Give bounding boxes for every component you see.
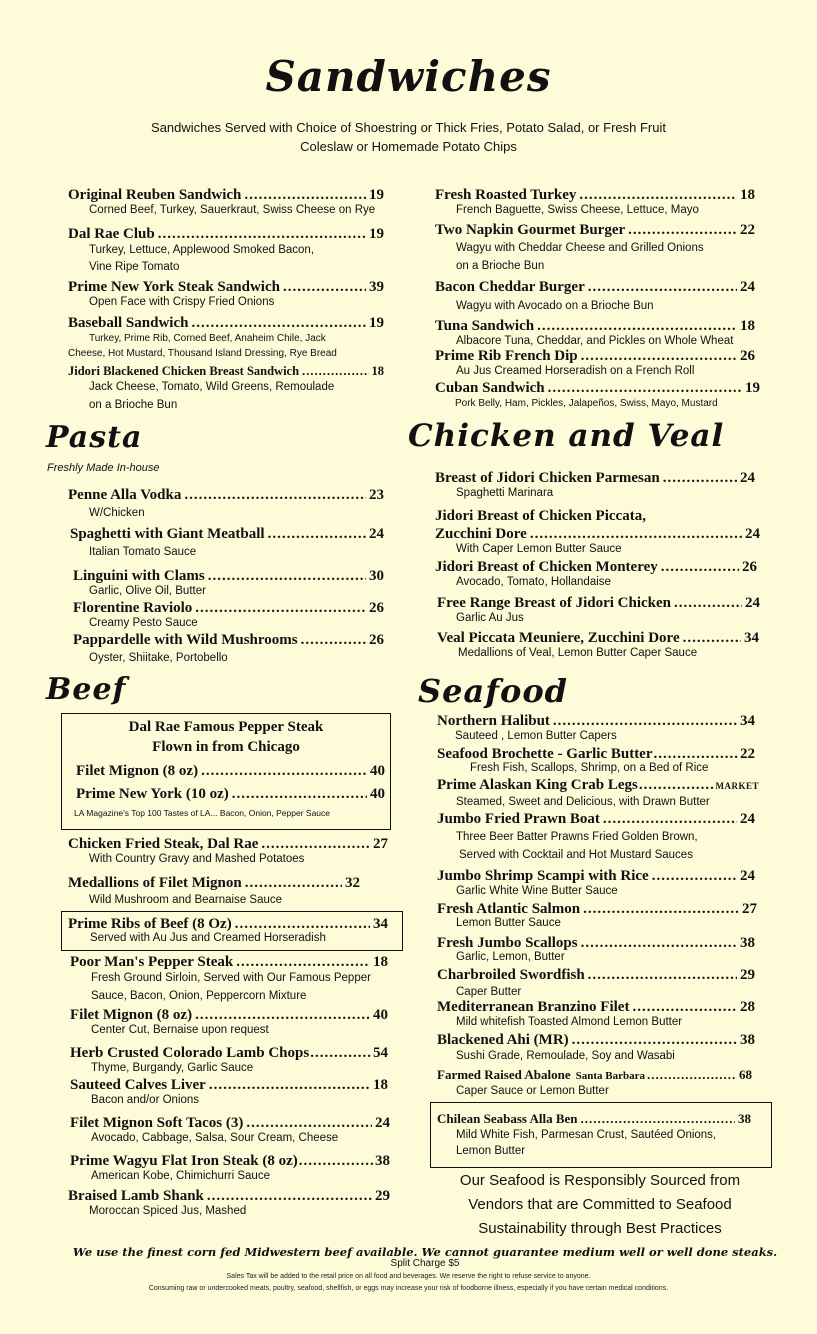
item-desc: Sauteed , Lemon Butter Capers [455,730,617,742]
item-desc: Cheese, Hot Mustard, Thousand Island Dressing, Rye Bread [68,348,337,359]
item-price: 18 [373,954,388,970]
chicken-veal-heading: Chicken and Veal [408,418,725,454]
seabass-box [430,1102,772,1168]
item-price: 34 [740,713,755,729]
item-price: 68 [739,1067,752,1082]
item-price: MARKET [715,781,759,791]
menu-item [437,1032,755,1063]
item-name: Two Napkin Gourmet Burger [435,222,626,238]
menu-item [435,470,755,499]
item-price: 18 [740,187,755,203]
item-name: Dal Rae Club [68,226,155,242]
menu-item [68,836,388,865]
menu-item [435,348,755,377]
item-desc: Caper Sauce or Lemon Butter [456,1085,609,1097]
item-desc: Albacore Tuna, Cheddar, and Pickles on Whole Wheat [456,335,734,347]
item-desc: Caper Butter [456,986,522,998]
item-desc: With Caper Lemon Butter Sauce [456,543,622,555]
item-desc: Fresh Fish, Scallops, Shrimp, on a Bed of Rice [470,762,709,774]
beef-heading: Beef [46,672,127,707]
item-desc: Bacon and/or Onions [91,1094,200,1106]
item-desc: on a Brioche Bun [89,399,178,411]
menu-item [435,318,755,347]
seafood-heading: Seafood [418,672,569,710]
item-desc: Served with Cocktail and Hot Mustard Sauces [459,849,693,861]
box-note: LA Magazine's Top 100 Tastes of LA... Bacon, Onion, Pepper Sauce [74,808,331,818]
item-name: Jumbo Shrimp Scampi with Rice [437,868,649,884]
item-price: 26 [742,559,757,575]
item-name: Penne Alla Vodka [68,487,182,503]
item-name: Filet Mignon (8 oz) [76,763,199,779]
prime-ribs-box [61,911,403,951]
item-desc: Italian Tomato Sauce [89,546,197,558]
item-name: Veal Piccata Meuniere, Zucchini Dore [437,630,680,646]
item-name: Linguini with Clams [73,568,205,584]
item-price: 27 [742,901,757,917]
item-name: Florentine Raviolo [73,600,193,616]
menu-item [437,746,755,773]
item-price: 26 [740,348,755,364]
item-name: Original Reuben Sandwich [68,187,242,203]
menu-item [70,1115,390,1144]
beef-disclaimer: We use the finest corn fed Midwestern beef available. We cannot guarantee medium well or well done steaks. [72,1245,778,1259]
item-desc: American Kobe, Chimichurri Sauce [91,1170,270,1182]
item-name: Free Range Breast of Jidori Chicken [437,595,672,611]
item-name: Sauteed Calves Liver [70,1077,206,1093]
item-name: Braised Lamb Shank [68,1188,204,1204]
menu-item [435,187,755,216]
item-price: 22 [740,746,755,762]
item-name: Tuna Sandwich [435,318,535,334]
item-name: Jidori Blackened Chicken Breast Sandwich [68,364,300,378]
menu-item [435,559,757,588]
item-price: 54 [373,1045,388,1061]
item-name: Spaghetti with Giant Meatball [70,526,265,542]
item-name: Medallions of Filet Mignon [68,875,242,891]
item-desc: Turkey, Lettuce, Applewood Smoked Bacon, [89,244,315,256]
box-title: Dal Rae Famous Pepper Steak [128,719,324,735]
item-desc: Served with Au Jus and Creamed Horseradish [90,932,326,944]
menu-item [437,630,759,659]
item-desc: Jack Cheese, Tomato, Wild Greens, Remoulade [89,381,335,393]
item-desc: Three Beer Batter Prawns Fried Golden Brown, [456,831,698,843]
item-name: Prime New York Steak Sandwich [68,279,280,295]
item-desc: Moroccan Spiced Jus, Mashed [89,1205,247,1217]
menu-item [435,279,755,316]
item-name: Seafood Brochette - Garlic Butter [437,746,653,762]
item-name: Pappardelle with Wild Mushrooms [73,632,298,648]
menu-item [70,1077,388,1106]
item-price: 24 [740,811,755,827]
item-price: 27 [373,836,388,852]
item-name-pre: Jidori Breast of Chicken Piccata, [435,508,646,524]
item-price: 32 [345,875,360,891]
menu-item [437,999,755,1028]
item-price: 38 [740,935,755,951]
item-price: 24 [740,470,755,486]
tax-notice: Sales Tax will be added to the retail price on all food and beverages. We reserve the right to refuse service to anyone. [226,1273,591,1280]
split-charge: Split Charge $5 [390,1258,460,1269]
item-name: Prime Ribs of Beef (8 Oz) [68,916,232,932]
item-price: 26 [369,600,384,616]
menu-item [73,600,384,630]
item-price: 29 [375,1188,390,1204]
menu-item [68,1188,390,1217]
sandwiches-intro-1: Sandwiches Served with Choice of Shoestring or Thick Fries, Potato Salad, or Fresh Fruit [151,120,666,135]
item-price: 18 [371,364,384,378]
item-desc: Avocado, Cabbage, Salsa, Sour Cream, Cheese [91,1132,339,1144]
note-line: Sustainability through Best Practices [478,1220,722,1237]
menu-item [70,1153,390,1182]
item-name: Jidori Breast of Chicken Monterey [435,559,658,575]
item-name: Blackened Ahi (MR) [437,1032,569,1048]
item-desc: Center Cut, Bernaise upon request [91,1024,269,1036]
item-price: 19 [369,187,384,203]
item-desc: Lemon Butter Sauce [456,917,561,929]
item-price: 23 [369,487,384,503]
menu-item [435,380,760,411]
item-desc: Garlic Au Jus [456,612,524,624]
pepper-steak-box [61,713,391,830]
item-desc: Pork Belly, Ham, Pickles, Jalapeños, Swiss, Mayo, Mustard [455,398,718,409]
item-desc: Open Face with Crispy Fried Onions [89,296,275,308]
item-desc: Au Jus Creamed Horseradish on a French Roll [456,365,695,377]
menu-item [73,568,384,598]
item-price: 24 [745,526,760,542]
item-name: Fresh Atlantic Salmon [437,901,581,917]
item-price: 40 [370,763,385,779]
item-desc: Avocado, Tomato, Hollandaise [456,576,611,588]
item-price: 34 [373,916,388,932]
item-name: Filet Mignon Soft Tacos (3) [70,1115,244,1131]
item-price: 38 [738,1111,751,1126]
item-name: Jumbo Fried Prawn Boat [437,811,600,827]
item-price: 24 [740,868,755,884]
menu-item [435,506,760,555]
box-subtitle: Flown in from Chicago [152,739,300,755]
item-price: 24 [745,595,760,611]
menu-item [73,632,384,667]
menu-item [70,954,388,1007]
menu-item [70,526,384,561]
item-desc: Mild White Fish, Parmesan Crust, Sautéed Onions, [456,1129,717,1141]
item-desc: Garlic, Olive Oil, Butter [89,585,206,597]
item-name: Farmed Raised Abalone [437,1067,571,1082]
item-desc: French Baguette, Swiss Cheese, Lettuce, Mayo [456,204,699,216]
item-price: 24 [369,526,384,542]
sandwiches-heading: Sandwiches [265,52,552,101]
item-price: 24 [375,1115,390,1131]
health-warning: Consuming raw or undercooked meats, poultry, seafood, shellfish, or eggs may increase your risk of foodborne illness, especially if you have certain medical conditions. [148,1285,669,1292]
item-desc: Lemon Butter [456,1145,526,1157]
item-desc: Creamy Pesto Sauce [89,617,198,629]
item-desc: Oyster, Shiitake, Portobello [89,652,228,664]
item-price: 38 [740,1032,755,1048]
item-desc: Fresh Ground Sirloin, Served with Our Famous Pepper [91,972,371,984]
item-price: 19 [369,226,384,242]
item-price: 28 [740,999,755,1015]
item-name: Cuban Sandwich [435,380,545,396]
item-name: Fresh Jumbo Scallops [437,935,578,951]
item-desc: Sauce, Bacon, Onion, Peppercorn Mixture [91,990,307,1002]
item-price: 40 [373,1007,388,1023]
item-name: Filet Mignon (8 oz) [70,1007,193,1023]
menu-item [70,1045,388,1074]
menu-item [68,875,360,908]
menu-item [437,935,755,962]
item-desc: Wagyu with Avocado on a Brioche Bun [456,300,654,312]
note-line: Vendors that are Committed to Seafood [468,1196,732,1213]
menu-item [437,868,755,897]
pasta-subtitle: Freshly Made In-house [47,462,160,474]
item-name: Fresh Roasted Turkey [435,187,577,203]
item-name: Bacon Cheddar Burger [435,279,585,295]
menu-item [68,279,384,308]
item-price: 34 [744,630,759,646]
item-price: 30 [369,568,384,584]
item-name: Poor Man's Pepper Steak [70,954,234,970]
item-name: Mediterranean Branzino Filet [437,999,630,1015]
menu-item [68,187,384,216]
item-price: 40 [370,786,385,802]
menu-item [437,1066,752,1097]
item-desc: Medallions of Veal, Lemon Butter Caper Sauce [458,647,698,659]
menu-item [437,595,760,624]
menu-item [70,1007,388,1036]
item-desc: Mild whitefish Toasted Almond Lemon Butter [456,1016,683,1028]
menu-item [68,226,384,277]
item-name: Prime Alaskan King Crab Legs [437,777,638,793]
item-desc: With Country Gravy and Mashed Potatoes [89,853,305,865]
item-desc: Vine Ripe Tomato [89,261,180,273]
item-price: 22 [740,222,755,238]
sandwiches-intro-2: Coleslaw or Homemade Potato Chips [300,139,517,154]
item-desc: on a Brioche Bun [456,260,545,272]
menu-item [435,222,755,275]
item-desc: Garlic, Lemon, Butter [456,951,565,963]
seafood-sustainability-note [430,1169,770,1241]
item-price: 18 [373,1077,388,1093]
item-price: 38 [375,1153,390,1169]
note-line: Our Seafood is Responsibly Sourced from [459,1172,741,1189]
item-name: Prime New York (10 oz) [76,786,229,802]
item-price: 24 [740,279,755,295]
item-desc: Spaghetti Marinara [456,487,554,499]
menu-item [437,811,755,864]
menu-item [68,363,384,416]
menu-item [68,487,384,522]
item-desc: Sushi Grade, Remoulade, Soy and Wasabi [456,1050,675,1062]
menu-item [437,713,755,742]
item-price: 18 [740,318,755,334]
item-desc: Corned Beef, Turkey, Sauerkraut, Swiss Cheese on Rye [89,204,376,216]
item-price: 29 [740,967,755,983]
item-price: 26 [369,632,384,648]
item-desc: Wild Mushroom and Bearnaise Sauce [89,894,283,906]
item-name: Prime Rib French Dip [435,348,578,364]
item-name: Charbroiled Swordfish [437,967,585,983]
menu-item [437,901,757,928]
item-desc: Wagyu with Cheddar Cheese and Grilled Onions [456,242,704,254]
item-desc: Steamed, Sweet and Delicious, with Drawn Butter [456,796,710,808]
item-desc: Thyme, Burgandy, Garlic Sauce [91,1062,254,1074]
item-price: 39 [369,279,384,295]
item-origin: Santa Barbara [575,1070,645,1082]
item-desc: Turkey, Prime Rib, Corned Beef, Anaheim Chile, Jack [89,333,326,344]
item-name: Chicken Fried Steak, Dal Rae [68,836,259,852]
item-name: Breast of Jidori Chicken Parmesan [435,470,660,486]
item-name: Northern Halibut [437,713,550,729]
item-desc: W/Chicken [89,507,145,519]
item-price: 19 [369,315,384,331]
item-name: Chilean Seabass Alla Ben [437,1111,578,1126]
item-price: 19 [745,380,760,396]
item-name: Baseball Sandwich [68,315,189,331]
item-desc: Garlic White Wine Butter Sauce [456,885,618,897]
item-name: Prime Wagyu Flat Iron Steak (8 oz) [70,1153,298,1169]
menu-item [437,777,759,809]
menu-item [437,967,755,1000]
pasta-heading: Pasta [46,420,143,455]
item-name: Herb Crusted Colorado Lamb Chops [70,1045,310,1061]
item-name: Zucchini Dore [435,526,527,542]
menu-item [68,315,384,362]
